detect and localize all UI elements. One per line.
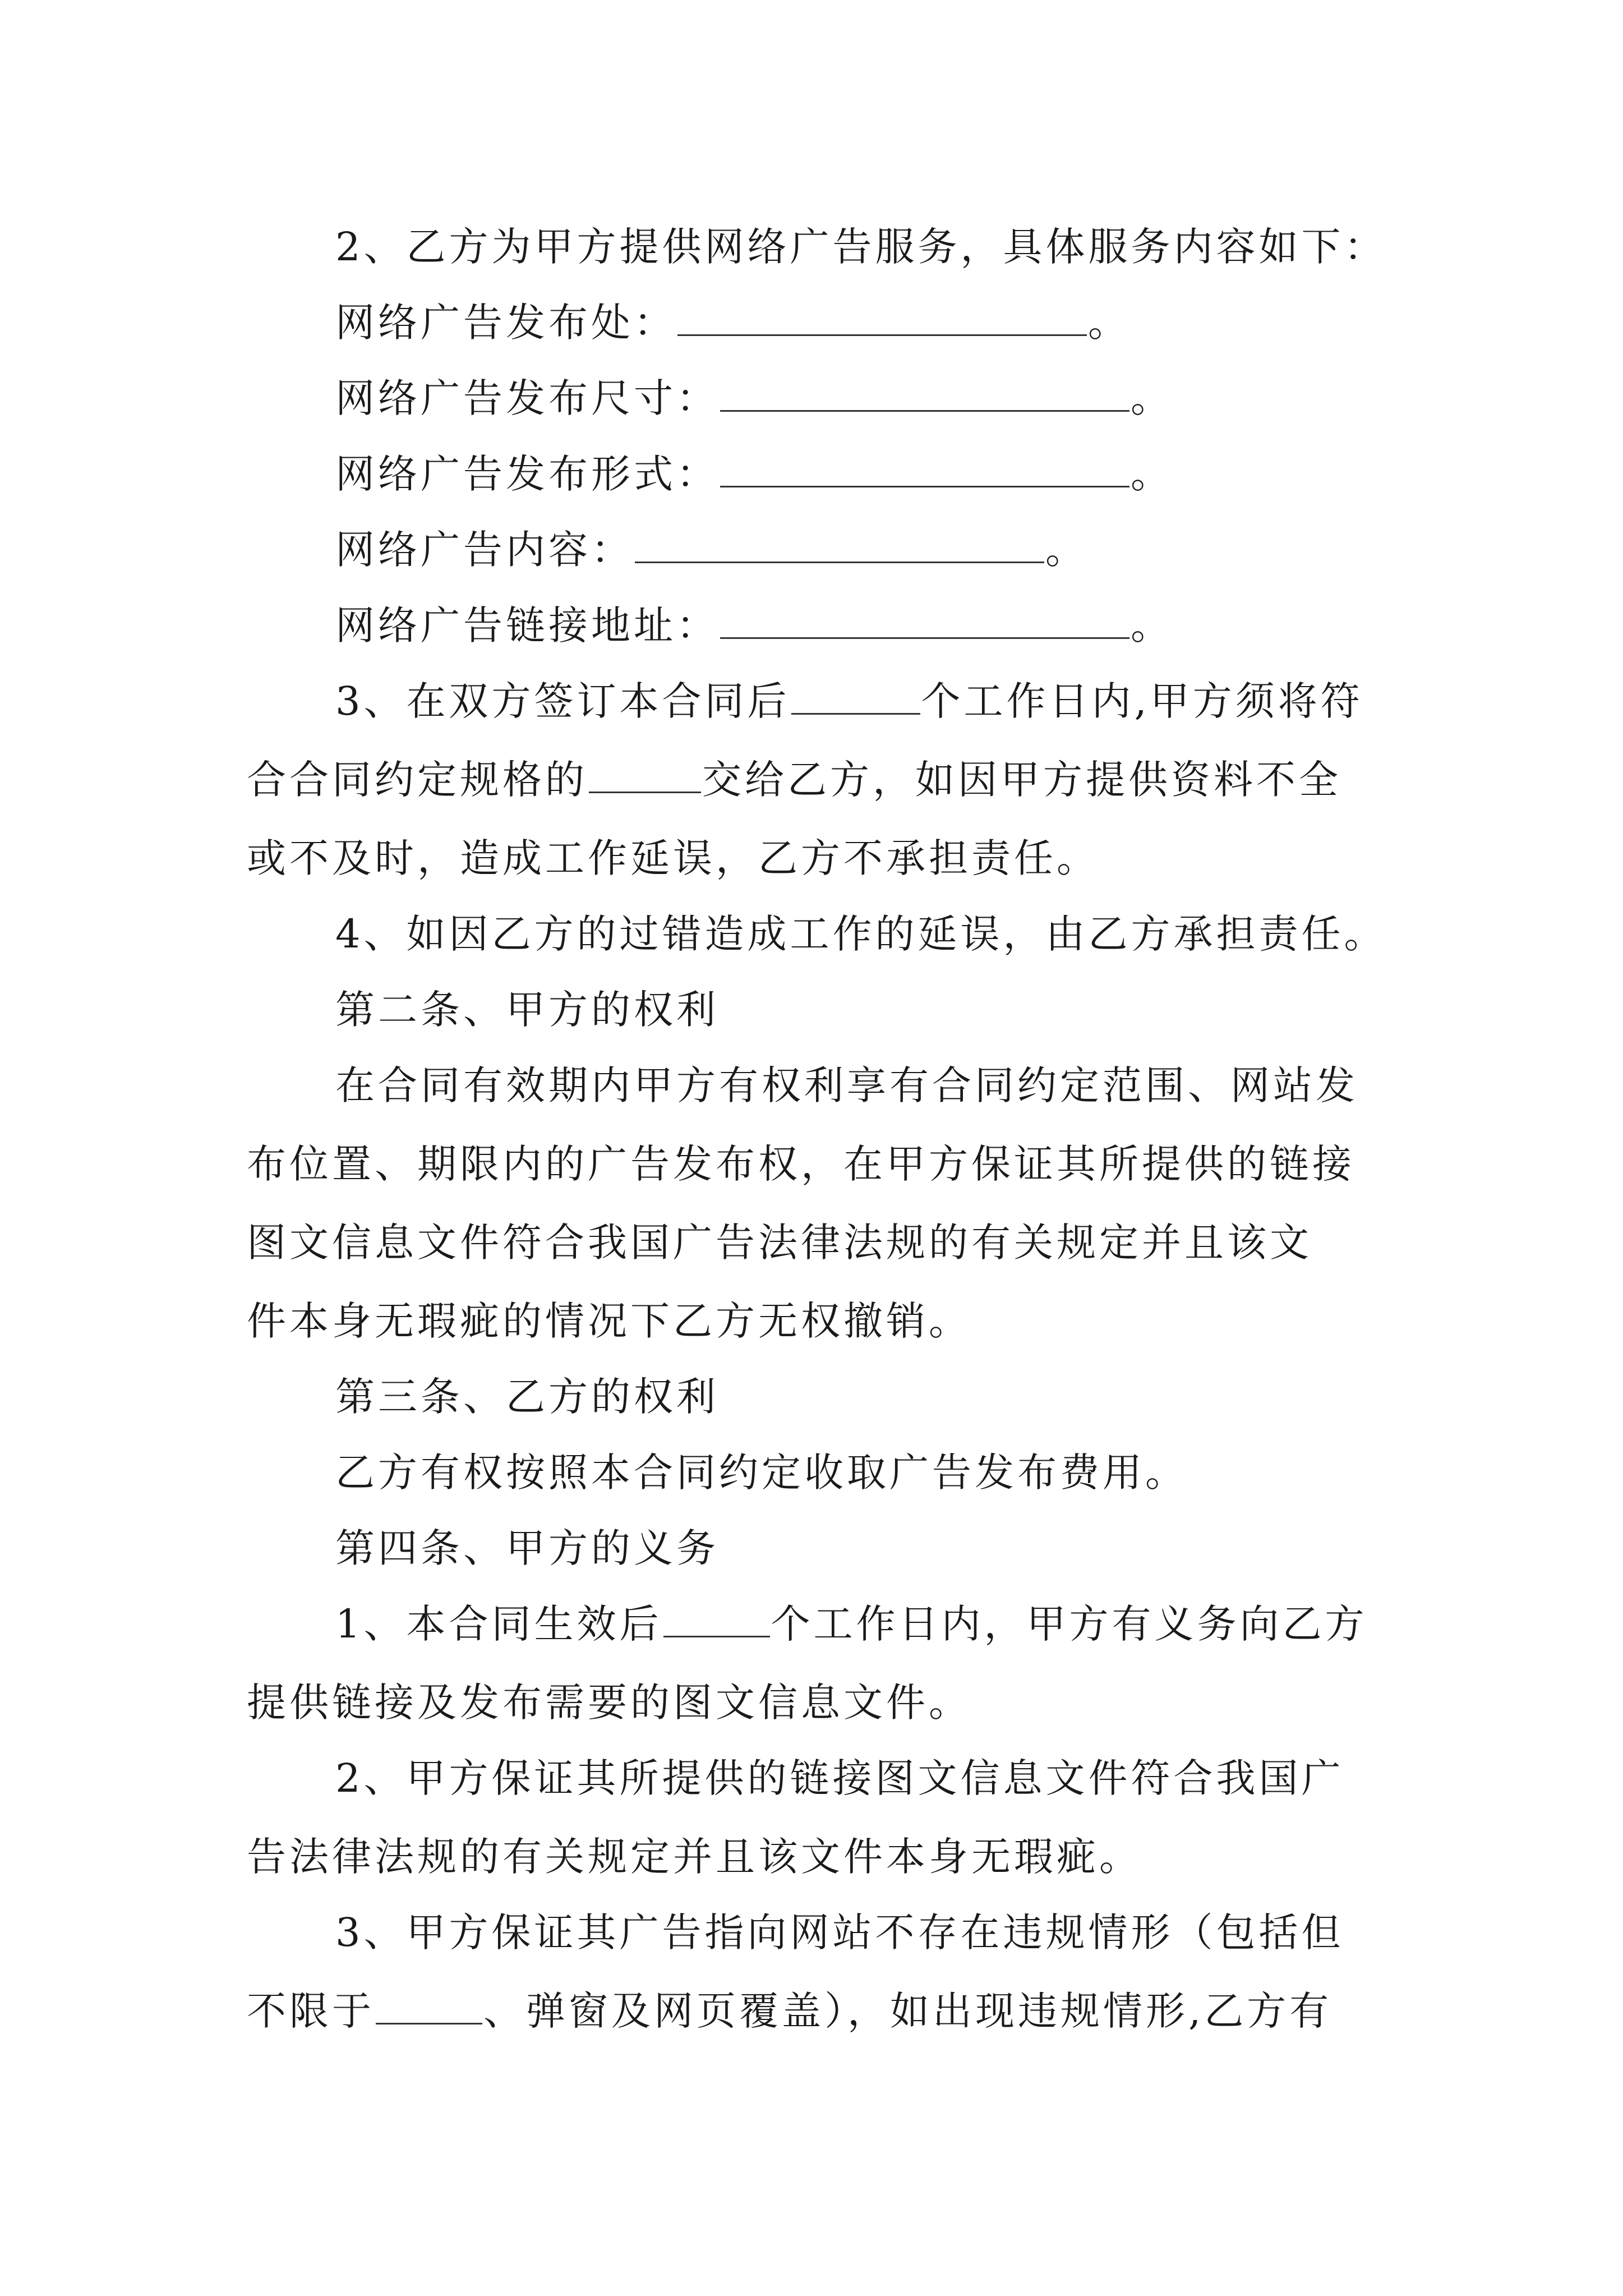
paragraph-line bbox=[335, 673, 1363, 729]
text-segment: 1、本合同生效后 bbox=[335, 1601, 662, 1647]
fill-in-blank bbox=[677, 300, 1087, 336]
text-segment: 。 bbox=[1131, 602, 1173, 648]
text-segment: 或不及时，造成工作延误，乙方不承担责任。 bbox=[247, 835, 1099, 881]
paragraph-line bbox=[247, 1136, 1355, 1192]
heading-text: 第二条、甲方的权利 bbox=[335, 987, 719, 1033]
text-segment: 件本身无瑕疵的情况下乙方无权撤销。 bbox=[247, 1298, 971, 1344]
form-field-line bbox=[335, 522, 1088, 578]
paragraph-line bbox=[335, 1596, 1368, 1652]
text-segment: 个工作日内,甲方须将符 bbox=[921, 678, 1363, 724]
text-segment: 提供链接及发布需要的图文信息文件。 bbox=[247, 1680, 971, 1726]
field-label: 网络广告发布形式： bbox=[335, 451, 719, 497]
form-field-line bbox=[335, 446, 1173, 502]
field-label: 网络广告发布处： bbox=[335, 300, 676, 346]
fill-in-blank bbox=[720, 451, 1129, 487]
text-segment: 乙方有权按照本合同约定收取广告发布费用。 bbox=[335, 1450, 1188, 1496]
paragraph-line bbox=[335, 1904, 1344, 1961]
section-heading bbox=[335, 1520, 719, 1576]
field-label: 网络广告链接地址： bbox=[335, 602, 719, 648]
paragraph-line bbox=[335, 1444, 1188, 1501]
section-heading bbox=[335, 1369, 719, 1425]
form-field-line bbox=[335, 295, 1131, 351]
text-segment: 、弹窗及网页覆盖），如出现违规情形,乙方有 bbox=[483, 1988, 1332, 2034]
text-segment: 。 bbox=[1131, 375, 1173, 421]
fill-in-blank bbox=[635, 527, 1044, 563]
text-segment: 告法律法规的有关规定并且该文件本身无瑕疵。 bbox=[247, 1834, 1142, 1880]
fill-in-blank bbox=[376, 1988, 482, 2024]
fill-in-blank bbox=[791, 678, 920, 715]
text-segment: 在合同有效期内甲方有权利享有合同约定范围、网站发 bbox=[335, 1062, 1358, 1108]
text-segment: 2、乙方为甲方提供网络广告服务，具体服务内容如下： bbox=[335, 224, 1387, 270]
heading-text: 第三条、乙方的权利 bbox=[335, 1374, 719, 1420]
text-segment: 个工作日内，甲方有义务向乙方 bbox=[771, 1601, 1368, 1647]
form-field-line bbox=[335, 370, 1173, 426]
heading-text: 第四条、甲方的义务 bbox=[335, 1525, 719, 1571]
text-segment: 3、在双方签订本合同后 bbox=[335, 678, 790, 724]
paragraph-line bbox=[247, 1983, 1332, 2039]
text-segment: 交给乙方，如因甲方提供资料不全 bbox=[702, 757, 1341, 803]
text-segment: 合合同约定规格的 bbox=[247, 757, 588, 803]
fill-in-blank bbox=[663, 1601, 770, 1637]
paragraph-line bbox=[247, 1293, 971, 1349]
text-segment: 。 bbox=[1131, 451, 1173, 497]
text-segment: 3、甲方保证其广告指向网站不存在违规情形（包括但 bbox=[335, 1910, 1344, 1955]
paragraph-line bbox=[247, 830, 1099, 886]
fill-in-blank bbox=[720, 602, 1129, 639]
field-label: 网络广告发布尺寸： bbox=[335, 375, 719, 421]
text-segment: 布位置、期限内的广告发布权，在甲方保证其所提供的链接 bbox=[247, 1141, 1355, 1187]
text-segment: 4、如因乙方的过错造成工作的延误，由乙方承担责任。 bbox=[335, 911, 1387, 957]
fill-in-blank bbox=[589, 757, 701, 793]
text-segment: 。 bbox=[1045, 527, 1088, 573]
fill-in-blank bbox=[720, 375, 1129, 412]
paragraph-line bbox=[247, 752, 1341, 808]
paragraph-line bbox=[335, 906, 1387, 962]
text-segment: 2、甲方保证其所提供的链接图文信息文件符合我国广 bbox=[335, 1755, 1344, 1801]
paragraph-line bbox=[335, 1057, 1358, 1114]
text-segment: 图文信息文件符合我国广告法律法规的有关规定并且该文 bbox=[247, 1220, 1312, 1266]
field-label: 网络广告内容： bbox=[335, 527, 634, 573]
text-segment: 不限于 bbox=[247, 1988, 375, 2034]
paragraph-line bbox=[335, 1750, 1344, 1806]
paragraph-line bbox=[247, 1674, 971, 1731]
paragraph-line bbox=[335, 219, 1387, 275]
paragraph-line bbox=[247, 1214, 1312, 1271]
form-field-line bbox=[335, 597, 1173, 654]
text-segment: 。 bbox=[1088, 300, 1131, 346]
section-heading bbox=[335, 982, 719, 1038]
paragraph-line bbox=[247, 1829, 1142, 1885]
